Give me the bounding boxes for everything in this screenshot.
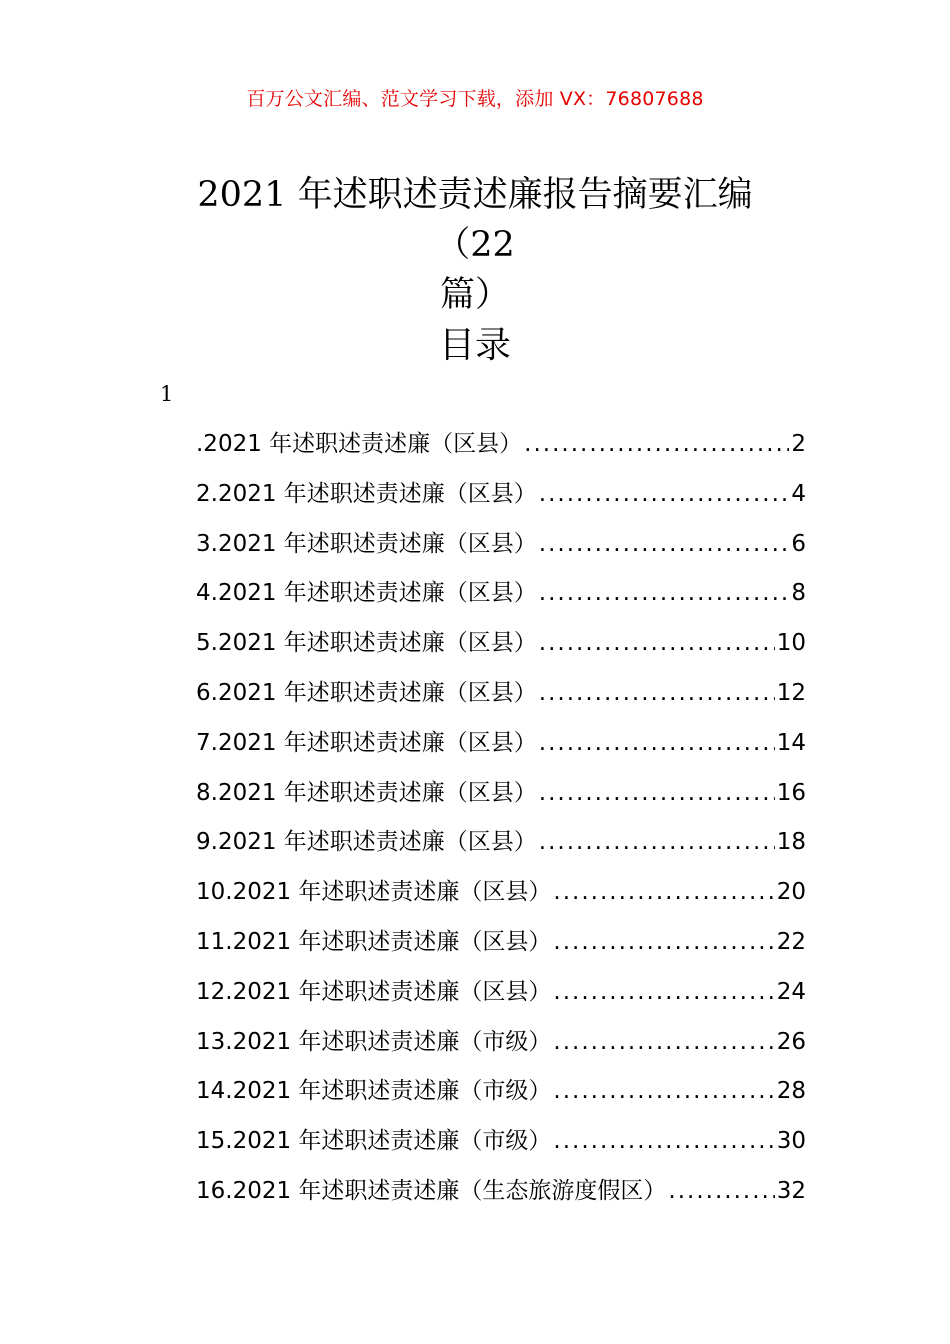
- toc-entry-page[interactable]: 30: [776, 1128, 806, 1155]
- toc-entry[interactable]: [196, 1117, 806, 1167]
- toc-entry-text[interactable]: 11.2021 年述职述责述廉（区县）: [196, 928, 552, 955]
- toc-entry-text[interactable]: 8.2021 年述职述责述廉（区县）: [196, 779, 537, 806]
- toc-entry-page[interactable]: 14: [776, 729, 806, 756]
- toc-entry-page[interactable]: 32: [776, 1177, 806, 1204]
- toc-entry-page[interactable]: 22: [776, 928, 806, 955]
- toc-entry-page[interactable]: 28: [776, 1078, 806, 1105]
- toc-entry-page[interactable]: 2: [791, 431, 806, 457]
- toc-entry[interactable]: [196, 420, 806, 470]
- toc-entry-page[interactable]: 16: [776, 779, 806, 806]
- toc-entry[interactable]: [196, 520, 806, 570]
- toc-entry[interactable]: [196, 968, 806, 1018]
- toc-leader: [539, 470, 790, 520]
- toc-entry-text[interactable]: .2021 年述职述责述廉（区县）: [196, 431, 523, 457]
- toc-entry[interactable]: [196, 1067, 806, 1117]
- header-note: 百万公文汇编、范文学习下载，添加 VX：76807688: [246, 88, 704, 110]
- toc-entry[interactable]: [196, 868, 806, 918]
- document-title: [160, 170, 790, 320]
- toc-leader: [553, 868, 774, 918]
- toc-entry-text[interactable]: 13.2021 年述职述责述廉（市级）: [196, 1028, 552, 1055]
- toc-entry-page[interactable]: 10: [776, 630, 806, 657]
- toc-leader: [553, 1018, 774, 1068]
- toc-entry-page[interactable]: 6: [791, 530, 806, 557]
- toc-heading: 目录: [438, 325, 511, 366]
- toc-entry[interactable]: [196, 918, 806, 968]
- title-line-1: 2021 年述职述责述廉报告摘要汇编（22: [197, 175, 753, 265]
- toc-leader: [539, 769, 775, 819]
- toc-leader: [539, 520, 790, 570]
- toc-leader: [553, 968, 774, 1018]
- toc-entry-page[interactable]: 4: [791, 480, 806, 507]
- toc-leader: [539, 569, 790, 619]
- toc-leader: [553, 918, 774, 968]
- toc-leader: [553, 1117, 774, 1167]
- toc-entry[interactable]: [196, 569, 806, 619]
- toc-list: [196, 420, 806, 1217]
- toc-entry[interactable]: [196, 1018, 806, 1068]
- toc-entry-page[interactable]: 26: [776, 1028, 806, 1055]
- toc-entry-text[interactable]: 16.2021 年述职述责述廉（生态旅游度假区）: [196, 1177, 667, 1204]
- toc-entry[interactable]: [196, 818, 806, 868]
- toc-entry[interactable]: [196, 619, 806, 669]
- toc-entry[interactable]: [196, 669, 806, 719]
- toc-entry-page[interactable]: 20: [776, 879, 806, 906]
- toc-entry-text[interactable]: 7.2021 年述职述责述廉（区县）: [196, 729, 537, 756]
- toc-entry-page[interactable]: 24: [776, 978, 806, 1005]
- toc-leader: [539, 619, 775, 669]
- toc-entry[interactable]: [196, 719, 806, 769]
- toc-entry-page[interactable]: 18: [776, 829, 806, 856]
- toc-entry-text[interactable]: 2.2021 年述职述责述廉（区县）: [196, 480, 537, 507]
- stray-number: 1: [160, 382, 174, 406]
- toc-entry[interactable]: [196, 1167, 806, 1217]
- toc-entry-text[interactable]: 5.2021 年述职述责述廉（区县）: [196, 630, 537, 657]
- toc-entry-text[interactable]: 4.2021 年述职述责述廉（区县）: [196, 580, 537, 607]
- toc-entry-page[interactable]: 12: [776, 679, 806, 706]
- toc-entry-text[interactable]: 6.2021 年述职述责述廉（区县）: [196, 679, 537, 706]
- toc-leader: [553, 1067, 774, 1117]
- toc-entry[interactable]: [196, 769, 806, 819]
- toc-leader: [539, 669, 775, 719]
- toc-entry-text[interactable]: 12.2021 年述职述责述廉（区县）: [196, 978, 552, 1005]
- title-line-2: 篇）: [439, 275, 510, 315]
- toc-leader: [524, 420, 789, 470]
- toc-entry-text[interactable]: 9.2021 年述职述责述廉（区县）: [196, 829, 537, 856]
- toc-entry-text[interactable]: 15.2021 年述职述责述廉（市级）: [196, 1128, 552, 1155]
- toc-entry-page[interactable]: 8: [791, 580, 806, 607]
- toc-entry-text[interactable]: 3.2021 年述职述责述廉（区县）: [196, 530, 537, 557]
- toc-entry-text[interactable]: 10.2021 年述职述责述廉（区县）: [196, 879, 552, 906]
- toc-entry[interactable]: [196, 470, 806, 520]
- toc-leader: [668, 1167, 774, 1217]
- toc-leader: [539, 719, 775, 769]
- toc-leader: [539, 818, 775, 868]
- toc-entry-text[interactable]: 14.2021 年述职述责述廉（市级）: [196, 1078, 552, 1105]
